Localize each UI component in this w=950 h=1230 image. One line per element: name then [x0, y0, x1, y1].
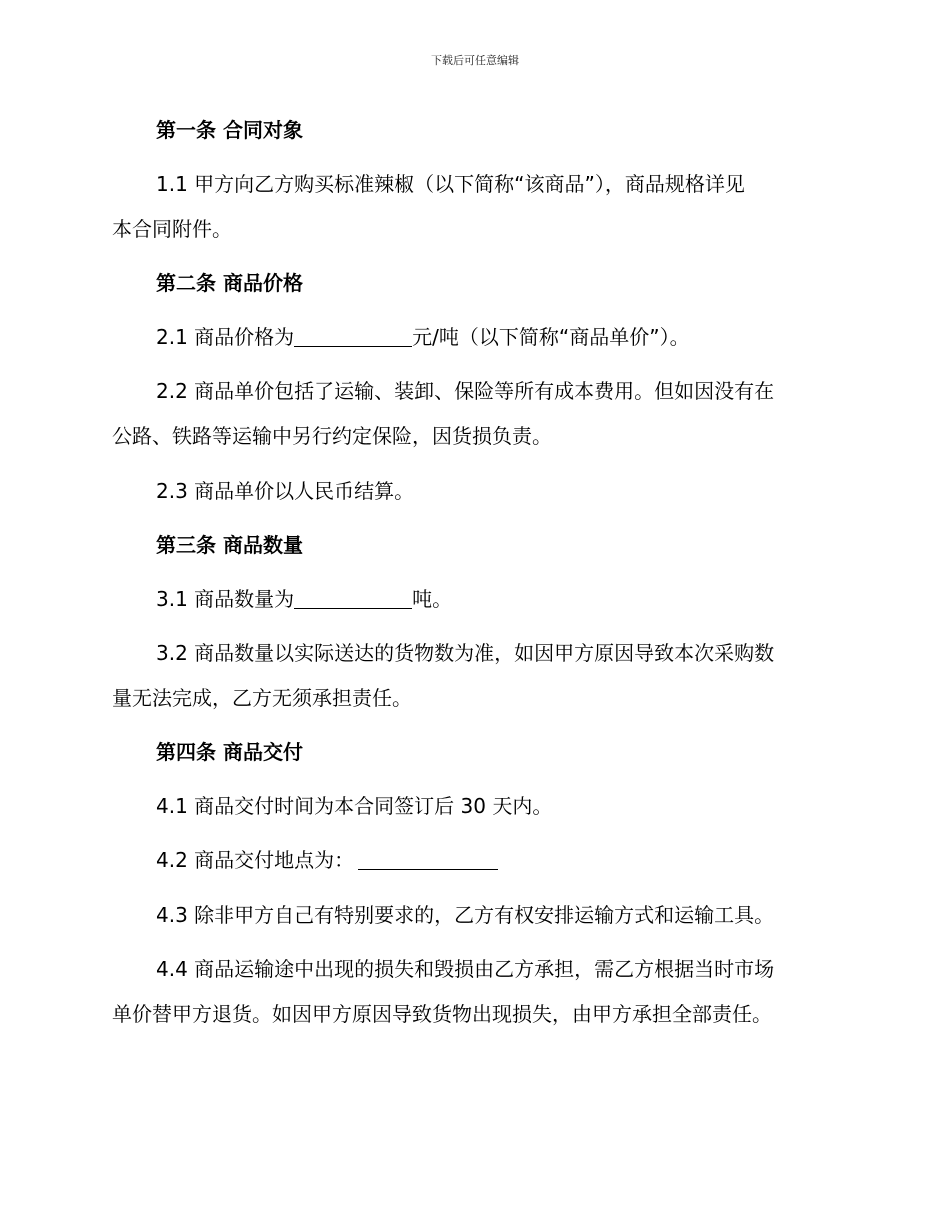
clause-1-1-line-2: 本合同附件。 — [112, 217, 232, 241]
clause-2-2-line-1: 2.2 商品单价包括了运输、装卸、保险等所有成本费用。但如因没有在 — [156, 379, 775, 403]
clause-3-1 — [156, 584, 452, 614]
page-header: 下载后可任意编辑 — [431, 54, 519, 67]
clause-2-1-prefix: 2.1 商品价格为 — [156, 325, 295, 349]
clause-4-2-text: 4.2 商品交付地点为： — [156, 848, 355, 872]
clause-2-1-suffix: 元/吨（以下简称“商品单价”）。 — [412, 325, 690, 349]
clause-1-1-line-1: 1.1 甲方向乙方购买标准辣椒（以下简称“该商品”），商品规格详见 — [156, 172, 745, 196]
clause-3-1-prefix: 3.1 商品数量为 — [156, 587, 295, 611]
clause-3-2-line-2: 量无法完成，乙方无须承担责任。 — [112, 686, 412, 710]
clause-4-4-line-1: 4.4 商品运输途中出现的损失和毁损由乙方承担，需乙方根据当时市场 — [156, 957, 775, 981]
clause-3-1-suffix: 吨。 — [412, 587, 453, 611]
clause-4-3: 4.3 除非甲方自己有特别要求的，乙方有权安排运输方式和运输工具。 — [156, 903, 775, 927]
clause-3-2-line-1: 3.2 商品数量以实际送达的货物数为准，如因甲方原因导致本次采购数 — [156, 641, 775, 665]
article-2-title: 第二条 商品价格 — [156, 271, 303, 295]
clause-2-3: 2.3 商品单价以人民币结算。 — [156, 479, 415, 503]
clause-4-2 — [156, 845, 498, 875]
article-3-title: 第三条 商品数量 — [156, 533, 303, 557]
price-blank — [294, 324, 412, 347]
location-blank — [358, 847, 498, 870]
quantity-blank — [294, 586, 412, 609]
article-1-title: 第一条 合同对象 — [156, 118, 303, 142]
clause-4-4-line-2: 单价替甲方退货。如因甲方原因导致货物出现损失，由甲方承担全部责任。 — [112, 1002, 772, 1026]
article-4-title: 第四条 商品交付 — [156, 740, 303, 764]
clause-2-1 — [156, 322, 690, 352]
clause-2-2-line-2: 公路、铁路等运输中另行约定保险，因货损负责。 — [112, 424, 552, 448]
clause-4-1: 4.1 商品交付时间为本合同签订后 30 天内。 — [156, 794, 553, 818]
